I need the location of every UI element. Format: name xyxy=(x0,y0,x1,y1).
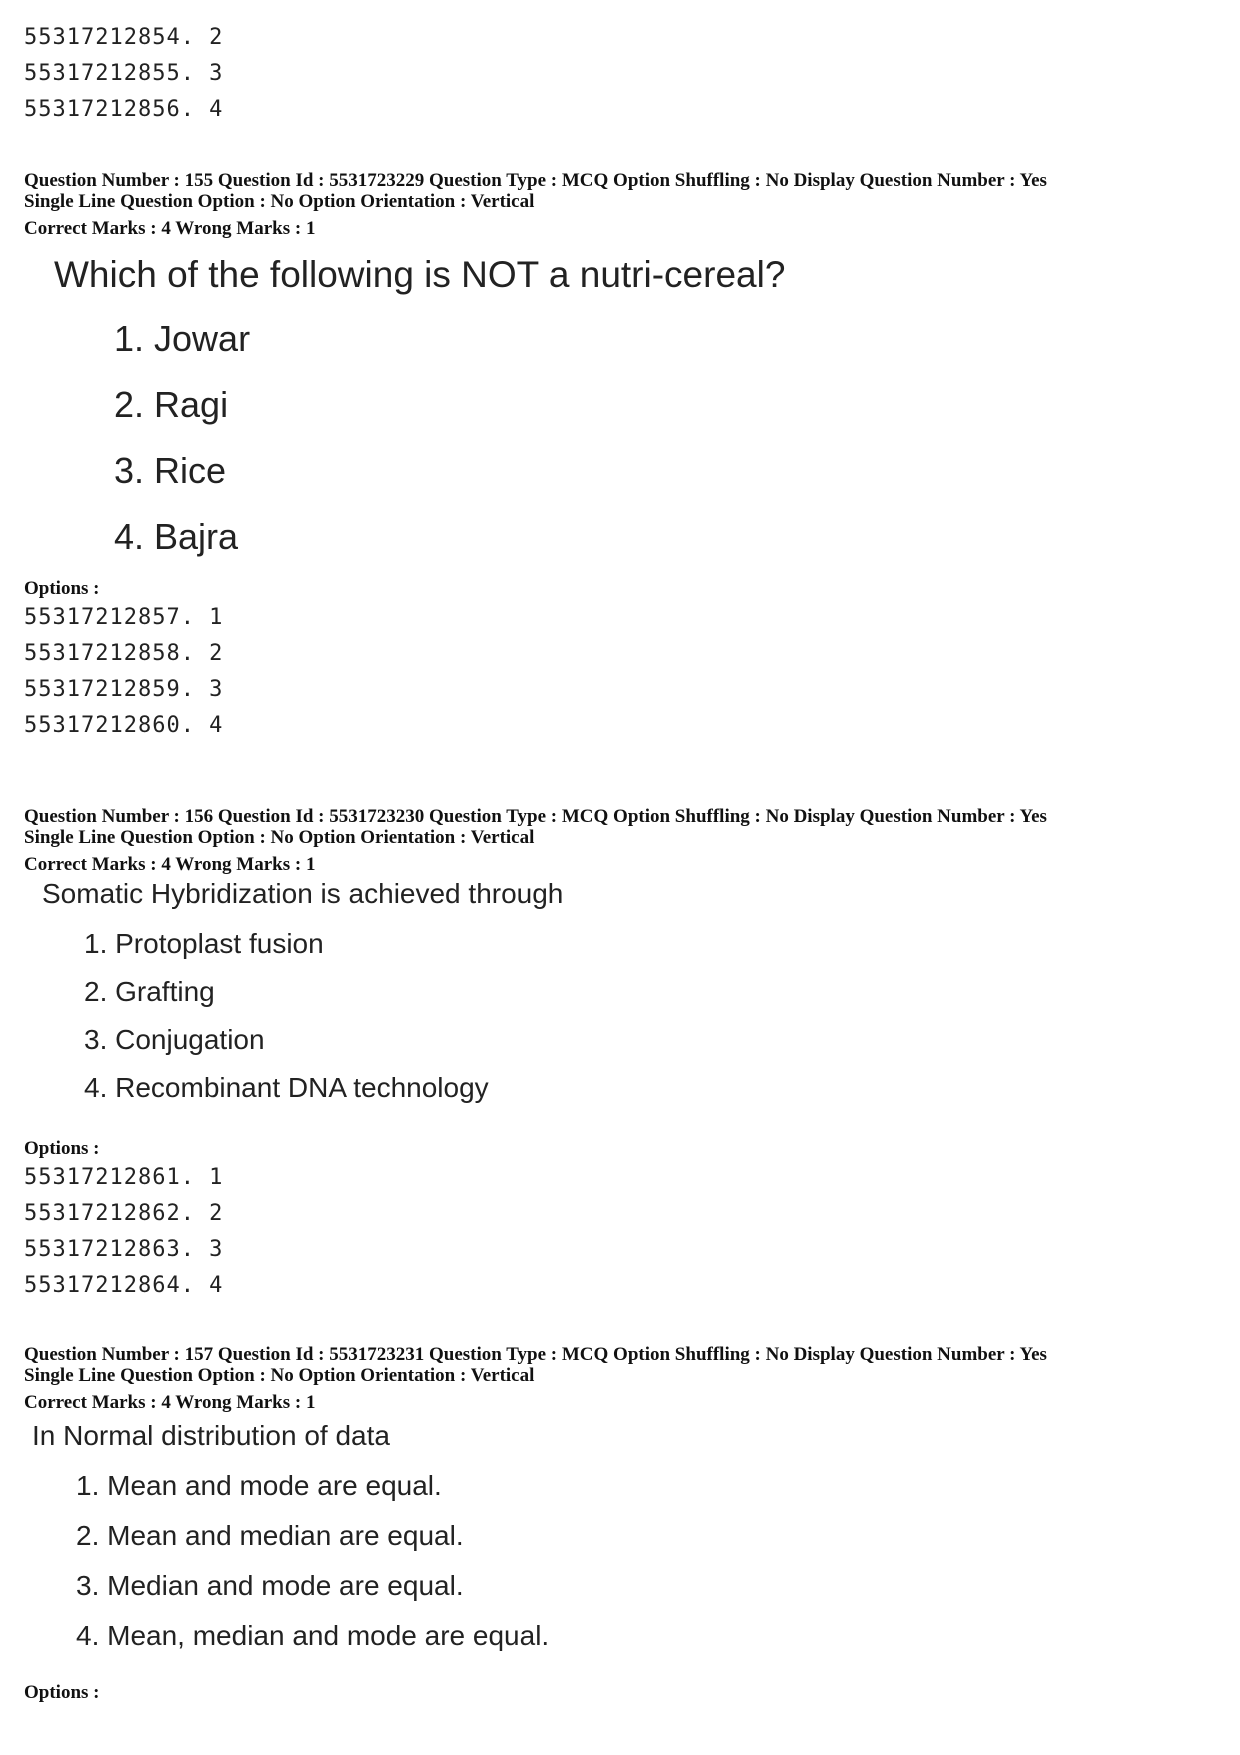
option-id: 55317212858. 2 xyxy=(24,641,224,666)
answer-choice: 4. Bajra xyxy=(114,516,239,557)
question-155 xyxy=(24,170,1214,744)
option-id: 55317212864. 4 xyxy=(24,1273,224,1298)
answer-choice: 1. Mean and mode are equal. xyxy=(76,1470,442,1501)
question-stem: Somatic Hybridization is achieved through xyxy=(42,878,564,909)
answer-choice: 2. Mean and median are equal. xyxy=(76,1520,464,1551)
answer-choice: 3. Median and mode are equal. xyxy=(76,1570,464,1601)
options-label: Options : xyxy=(24,578,100,599)
question-meta-line: Single Line Question Option : No Option Orientation : Vertical xyxy=(24,191,535,212)
options-label: Options : xyxy=(24,1682,100,1703)
marks-line: Correct Marks : 4 Wrong Marks : 1 xyxy=(24,1392,316,1413)
option-id: 55317212862. 2 xyxy=(24,1201,224,1226)
option-id: 55317212863. 3 xyxy=(24,1237,224,1262)
option-id: 55317212860. 4 xyxy=(24,713,224,738)
answer-choice: 2. Ragi xyxy=(114,384,229,425)
answer-choice: 2. Grafting xyxy=(84,976,215,1007)
answer-choice: 3. Conjugation xyxy=(84,1024,265,1055)
option-id: 55317212857. 1 xyxy=(24,605,224,630)
question-stem: Which of the following is NOT a nutri-cereal? xyxy=(54,254,786,295)
answer-choice: 3. Rice xyxy=(114,450,227,491)
question-image xyxy=(24,878,1214,1138)
question-meta-line: Single Line Question Option : No Option Orientation : Vertical xyxy=(24,827,535,848)
question-157 xyxy=(24,1344,1214,1704)
answer-choice: 1. Jowar xyxy=(114,318,251,359)
option-id: 55317212855. 3 xyxy=(24,61,224,86)
question-image xyxy=(24,248,1214,578)
answer-choice: 4. Recombinant DNA technology xyxy=(84,1072,489,1103)
previous-question-options xyxy=(24,20,223,128)
question-meta-line: Question Number : 156 Question Id : 5531723230 Question Type : MCQ Option Shuffling : No Display Question Number : Yes xyxy=(24,806,1047,827)
question-image xyxy=(24,1420,1214,1682)
option-id: 55317212861. 1 xyxy=(24,1165,224,1190)
question-meta-line: Single Line Question Option : No Option Orientation : Vertical xyxy=(24,1365,535,1386)
option-id: 55317212856. 4 xyxy=(24,97,224,122)
options-label: Options : xyxy=(24,1138,100,1159)
question-meta-line: Question Number : 157 Question Id : 5531723231 Question Type : MCQ Option Shuffling : No Display Question Number : Yes xyxy=(24,1344,1047,1365)
answer-choice: 1. Protoplast fusion xyxy=(84,928,324,959)
option-id: 55317212859. 3 xyxy=(24,677,224,702)
marks-line: Correct Marks : 4 Wrong Marks : 1 xyxy=(24,218,316,239)
question-156 xyxy=(24,806,1214,1304)
question-meta-line: Question Number : 155 Question Id : 5531723229 Question Type : MCQ Option Shuffling : No Display Question Number : Yes xyxy=(24,170,1047,191)
option-id: 55317212854. 2 xyxy=(24,25,224,50)
question-stem: In Normal distribution of data xyxy=(32,1420,390,1451)
answer-choice: 4. Mean, median and mode are equal. xyxy=(76,1620,550,1651)
marks-line: Correct Marks : 4 Wrong Marks : 1 xyxy=(24,854,316,875)
